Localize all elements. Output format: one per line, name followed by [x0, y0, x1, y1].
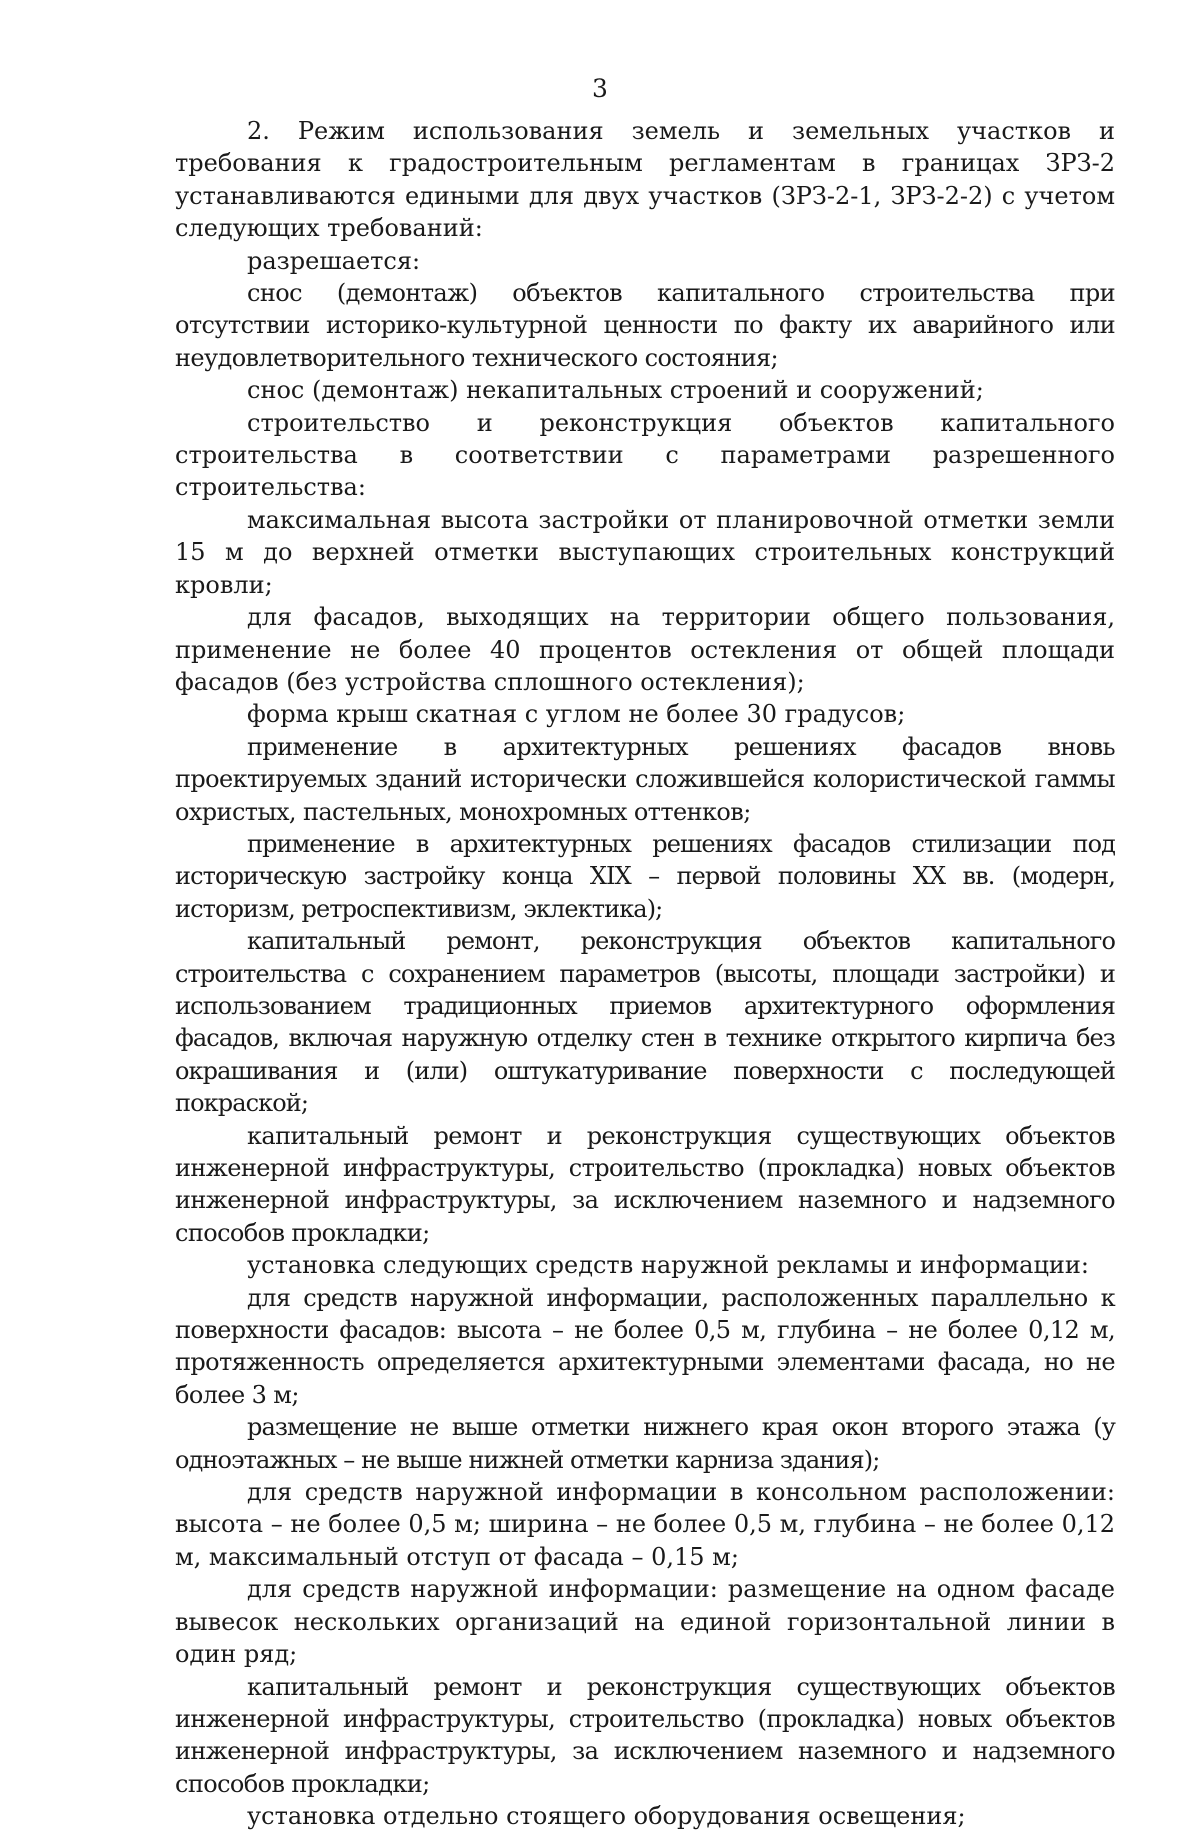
paragraph-single-facade-signs: для средств наружной информации: размещение на одном фасаде вывесок нескольких организаций на единой горизонтальной линии в один ряд;: [175, 1575, 1115, 1669]
paragraph-max-height: максимальная высота застройки от планировочной отметки земли 15 м до верхней отметки выступающих строительных конструкций кровли;: [175, 505, 1115, 599]
paragraph-color-scheme: применение в архитектурных решениях фасадов вновь проектируемых зданий исторически сложившейся колористической гаммы охристых, пастельных, монохромных оттенков;: [175, 732, 1115, 826]
paragraph-lighting: установка отдельно стоящего оборудования освещения;: [247, 1802, 966, 1831]
paragraph-demolition-capital: снос (демонтаж) объектов капитального строительства при отсутствии историко-культурной ценности по факту их аварийного или неудовлетворительного технического состояния;: [175, 279, 1115, 372]
paragraph-infrastructure-1: капитальный ремонт и реконструкция существующих объектов инженерной инфраструктуры, строительство (прокладка) новых объектов инженерной инфраструктуры, за исключением наземного и надземного способов прокладки;: [175, 1121, 1115, 1247]
paragraph-permitted-heading: разрешается:: [247, 246, 421, 275]
document-body: [175, 115, 1115, 1833]
paragraph-infrastructure-2: капитальный ремонт и реконструкция существующих объектов инженерной инфраструктуры, строительство (прокладка) новых объектов инженерной инфраструктуры, за исключением наземного и надземного способов прокладки;: [175, 1672, 1115, 1798]
page-number: 3: [592, 74, 608, 103]
paragraph-item-2: 2. Режим использования земель и земельных участков и требования к градостроительным регламентам в границах ЗРЗ-2 устанавливаются едиными для двух участков (ЗРЗ-2-1, ЗРЗ-2-2) с учетом следующих требований:: [175, 117, 1115, 243]
paragraph-construction: строительство и реконструкция объектов капитального строительства в соответствии с параметрами разрешенного строительства:: [175, 408, 1115, 502]
paragraph-capital-repair: капитальный ремонт, реконструкция объектов капитального строительства с сохранением параметров (высоты, площади застройки) и использованием традиционных приемов архитектурного оформления фасадов, включая наружную отделку стен в технике открытого кирпича без окрашивания и (или) оштукатуривание поверхности с последующей покраской;: [175, 927, 1115, 1118]
paragraph-demolition-noncapital: снос (демонтаж) некапитальных строений и сооружений;: [247, 376, 984, 405]
paragraph-glazing: для фасадов, выходящих на территории общего пользования, применение не более 40 процентов остекления от общей площади фасадов (без устройства сплошного остекления);: [175, 603, 1115, 696]
paragraph-parallel-signs: для средств наружной информации, расположенных параллельно к поверхности фасадов: высота – не более 0,5 м, глубина – не более 0,12 м, протяженность определяется архитектурными элементами фасада, но не более 3 м;: [175, 1283, 1115, 1409]
paragraph-placement-height: размещение не выше отметки нижнего края окон второго этажа (у одноэтажных – не выше нижней отметки карниза здания);: [175, 1413, 1115, 1474]
paragraph-advertising-heading: установка следующих средств наружной рекламы и информации:: [247, 1251, 1090, 1280]
paragraph-stylization: применение в архитектурных решениях фасадов стилизации под историческую застройку конца XIX – первой половины XX вв. (модерн, историзм, ретроспективизм, эклектика);: [175, 829, 1115, 923]
paragraph-roof-shape: форма крыш скатная с углом не более 30 градусов;: [247, 700, 906, 729]
paragraph-console-signs: для средств наружной информации в консольном расположении: высота – не более 0,5 м; ширина – не более 0,5 м, глубина – не более 0,12 м, максимальный отступ от фасада – 0,15 м;: [175, 1478, 1115, 1571]
